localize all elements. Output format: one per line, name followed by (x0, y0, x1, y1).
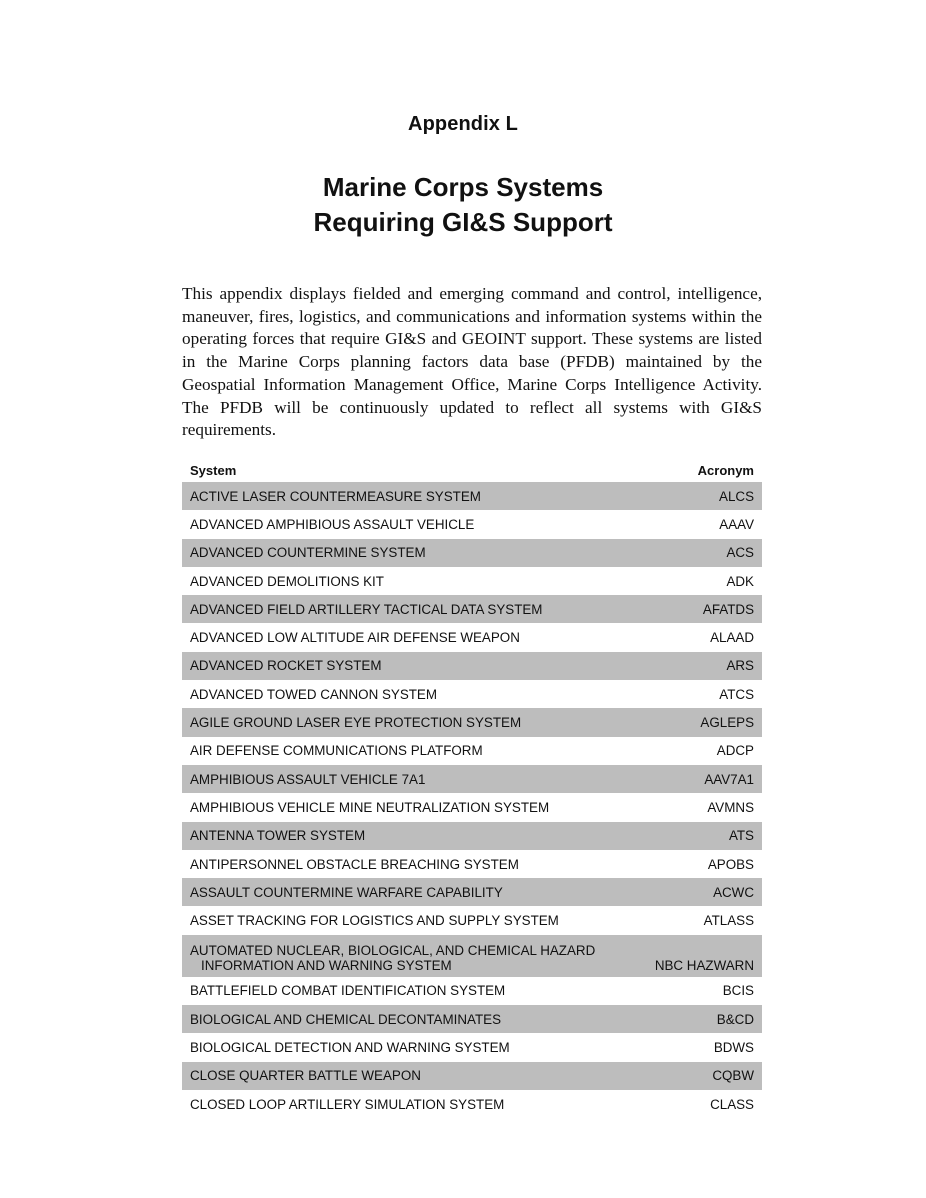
table-row (182, 1090, 762, 1118)
table-row (182, 539, 762, 567)
system-name: ADVANCED FIELD ARTILLERY TACTICAL DATA SYSTEM (190, 601, 543, 617)
system-name: ACTIVE LASER COUNTERMEASURE SYSTEM (190, 488, 481, 504)
system-name: BIOLOGICAL AND CHEMICAL DECONTAMINATES (190, 1011, 502, 1027)
system-acronym: CQBW (712, 1068, 754, 1084)
table-row (182, 878, 762, 906)
system-name: ANTENNA TOWER SYSTEM (190, 828, 366, 844)
system-acronym: AGLEPS (700, 715, 754, 731)
system-name-line-2: INFORMATION AND WARNING SYSTEM (201, 957, 452, 973)
system-acronym: ATCS (719, 686, 754, 702)
system-name: CLOSED LOOP ARTILLERY SIMULATION SYSTEM (190, 1096, 505, 1112)
intro-paragraph: This appendix displays fielded and emerging command and control, intelligence, maneuver, fires, logistics, and communications and information systems within the operating forces that require GI&S and GEOINT support. These systems are listed in the Marine Corps planning factors data base (PFDB) maintained by the Geospatial Information Management Office, Marine Corps Intelligence Activity. The PFDB will be continuously updated to reflect all systems with GI&S requirements. (182, 284, 762, 440)
system-acronym: AVMNS (707, 799, 754, 815)
system-acronym: BDWS (713, 1039, 754, 1055)
system-acronym: ACWC (713, 884, 754, 900)
table-row (182, 595, 762, 623)
page-title (0, 170, 926, 240)
system-acronym: ADCP (716, 743, 754, 759)
system-name: ASSET TRACKING FOR LOGISTICS AND SUPPLY SYSTEM (190, 913, 559, 929)
system-acronym: BCIS (722, 983, 754, 999)
table-row (182, 680, 762, 708)
system-acronym: ATS (728, 828, 754, 844)
table-row (182, 793, 762, 821)
table-row (182, 482, 762, 510)
header-acronym: Acronym (697, 462, 754, 478)
appendix-label: Appendix L (408, 113, 518, 135)
system-name: AIR DEFENSE COMMUNICATIONS PLATFORM (190, 743, 483, 759)
system-name: ADVANCED DEMOLITIONS KIT (190, 573, 384, 589)
system-name: AMPHIBIOUS ASSAULT VEHICLE 7A1 (190, 771, 426, 787)
system-name: BATTLEFIELD COMBAT IDENTIFICATION SYSTEM (190, 983, 506, 999)
table-row (182, 1005, 762, 1033)
system-acronym: B&CD (716, 1011, 754, 1027)
system-acronym: AAAV (719, 516, 754, 532)
system-acronym: ARS (726, 658, 754, 674)
system-acronym: APOBS (707, 856, 754, 872)
system-name: ADVANCED TOWED CANNON SYSTEM (190, 686, 438, 702)
table-row (182, 708, 762, 736)
table-row (182, 977, 762, 1005)
system-acronym: AFATDS (702, 601, 754, 617)
table-row (182, 1033, 762, 1061)
page-title-line-2: Requiring GI&S Support (313, 207, 613, 237)
table-row (182, 850, 762, 878)
system-name: AGILE GROUND LASER EYE PROTECTION SYSTEM (190, 715, 522, 731)
table-row (182, 510, 762, 538)
system-name: BIOLOGICAL DETECTION AND WARNING SYSTEM (190, 1039, 510, 1055)
system-name: ANTIPERSONNEL OBSTACLE BREACHING SYSTEM (190, 856, 519, 872)
system-acronym: ALCS (719, 488, 754, 504)
table-row (182, 567, 762, 595)
table-row (182, 623, 762, 651)
system-name: ADVANCED COUNTERMINE SYSTEM (190, 545, 426, 561)
system-acronym: CLASS (710, 1096, 754, 1112)
system-name-line-1: AUTOMATED NUCLEAR, BIOLOGICAL, AND CHEMICAL HAZARD (190, 942, 596, 958)
table-row (182, 765, 762, 793)
system-acronym: ADK (726, 573, 754, 589)
system-name: ADVANCED AMPHIBIOUS ASSAULT VEHICLE (190, 516, 475, 532)
system-acronym: ACS (726, 545, 754, 561)
system-acronym: ALAAD (710, 630, 754, 646)
header-system: System (190, 462, 237, 478)
table-header (182, 458, 762, 482)
system-name: ADVANCED ROCKET SYSTEM (190, 658, 382, 674)
system-name: ASSAULT COUNTERMINE WARFARE CAPABILITY (190, 884, 503, 900)
system-name: ADVANCED LOW ALTITUDE AIR DEFENSE WEAPON (190, 630, 520, 646)
system-acronym: AAV7A1 (704, 771, 754, 787)
system-acronym: ATLASS (703, 913, 754, 929)
page-title-line-1: Marine Corps Systems (322, 172, 604, 202)
table-row (182, 906, 762, 934)
system-name: CLOSE QUARTER BATTLE WEAPON (190, 1068, 421, 1084)
table-row (182, 822, 762, 850)
table-row (182, 737, 762, 765)
table-row (182, 935, 762, 977)
table-row (182, 1062, 762, 1090)
table-row (182, 652, 762, 680)
systems-table (182, 458, 762, 1118)
system-acronym: NBC HAZWARN (654, 957, 754, 973)
system-name: AMPHIBIOUS VEHICLE MINE NEUTRALIZATION SYSTEM (190, 799, 550, 815)
system-name (190, 943, 655, 973)
